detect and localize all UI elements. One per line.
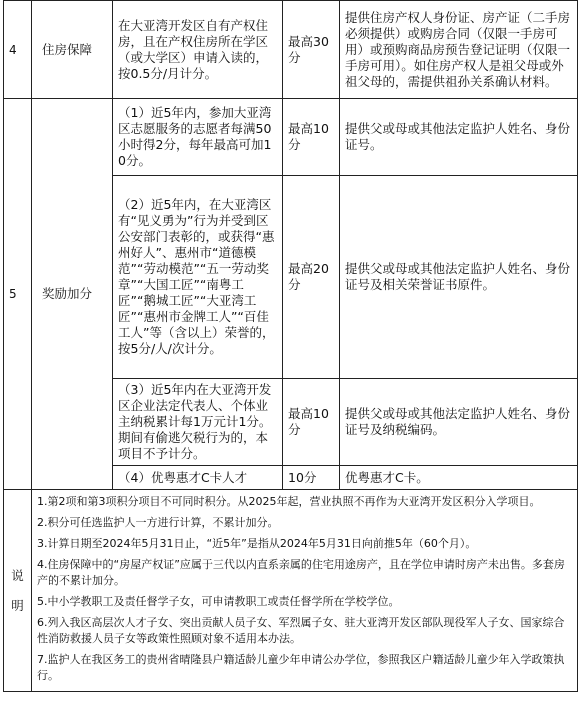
criteria-cell: （1）近5年内，参加大亚湾区志愿服务的志愿者每满50小时得2分，每年最高可加10分。 bbox=[113, 99, 283, 176]
criteria-cell: 在大亚湾开发区自有产权住房，且在产权住房所在学区（或大学区）申请入读的，按0.5分/月计分。 bbox=[113, 1, 283, 99]
note-item: 4.住房保障中的“房屋产权证”应属于三代以内直系亲属的住宅用途房产，且在学位申请时房产未出售。多套房产的不累计加分。 bbox=[37, 558, 565, 587]
note-item: 3.计算日期至2024年5月31日止，“近5年”是指从2024年5月31日向前推5年（60个月）。 bbox=[37, 537, 477, 550]
notes-label bbox=[4, 490, 32, 692]
row-number: 4 bbox=[4, 1, 32, 99]
criteria-cell: （4）优粤惠才C卡人才 bbox=[113, 466, 283, 490]
table-row bbox=[4, 99, 578, 176]
row-number: 5 bbox=[4, 99, 32, 490]
notes-row bbox=[4, 490, 578, 692]
note-item: 7.监护人在我区务工的贵州省晴隆县户籍适龄儿童少年申请公办学位，参照我区户籍适龄儿童少年入学政策执行。 bbox=[37, 653, 565, 682]
score-cell: 最高30分 bbox=[283, 1, 340, 99]
score-cell: 10分 bbox=[283, 466, 340, 490]
score-cell: 最高10分 bbox=[283, 379, 340, 466]
materials-cell: 提供父或母或其他法定监护人姓名、身份证号。 bbox=[340, 99, 578, 176]
criteria-cell: （2）近5年内，在大亚湾区有“见义勇为”行为并受到区公安部门表彰的，或获得“惠州好人”、惠州市“道德模范”“劳动模范”“五一劳动奖章”“大国工匠”“南粤工匠”“鹅城工匠”“大亚湾工匠”“惠州市金牌工人”“百佳工人”等（含以上）荣誉的，按5分/人/次计分。 bbox=[113, 176, 283, 379]
materials-cell: 提供父或母或其他法定监护人姓名、身份证号及纳税编码。 bbox=[340, 379, 578, 466]
criteria-cell: （3）近5年内在大亚湾开发区企业法定代表人、个体业主纳税累计每1万元计1分。期间有偷逃欠税行为的，本项目不予计分。 bbox=[113, 379, 283, 466]
note-item: 5.中小学教职工及责任督学子女，可申请教职工或责任督学所在学校学位。 bbox=[37, 595, 400, 608]
item-name: 奖励加分 bbox=[32, 99, 113, 490]
points-table bbox=[3, 0, 578, 692]
notes-label-char: 明 bbox=[11, 597, 24, 613]
score-cell: 最高20分 bbox=[283, 176, 340, 379]
materials-cell: 提供住房产权人身份证、房产证（二手房必须提供）或购房合同（仅限一手房可用）或预购商品房预告登记证明（仅限一手房可用）。如住房产权人是祖父母或外祖父母的，需提供祖孙关系确认材料。 bbox=[340, 1, 578, 99]
note-item: 1.第2项和第3项积分项目不可同时积分。从2025年起，营业执照不再作为大亚湾开发区积分入学项目。 bbox=[37, 495, 541, 508]
item-name: 住房保障 bbox=[32, 1, 113, 99]
score-cell: 最高10分 bbox=[283, 99, 340, 176]
materials-cell: 优粤惠才C卡。 bbox=[340, 466, 578, 490]
note-item: 2.积分可任选监护人一方进行计算，不累计加分。 bbox=[37, 516, 279, 529]
notes-label-char: 说 bbox=[11, 567, 24, 583]
note-item: 6.列入我区高层次人才子女、突出贡献人员子女、军烈属子女、驻大亚湾开发区部队现役军人子女、国家综合性消防救援人员子女等政策性照顾对象不适用本办法。 bbox=[37, 616, 565, 645]
notes-cell bbox=[32, 490, 578, 692]
table-row bbox=[4, 1, 578, 99]
materials-cell: 提供父或母或其他法定监护人姓名、身份证号及相关荣誉证书原件。 bbox=[340, 176, 578, 379]
